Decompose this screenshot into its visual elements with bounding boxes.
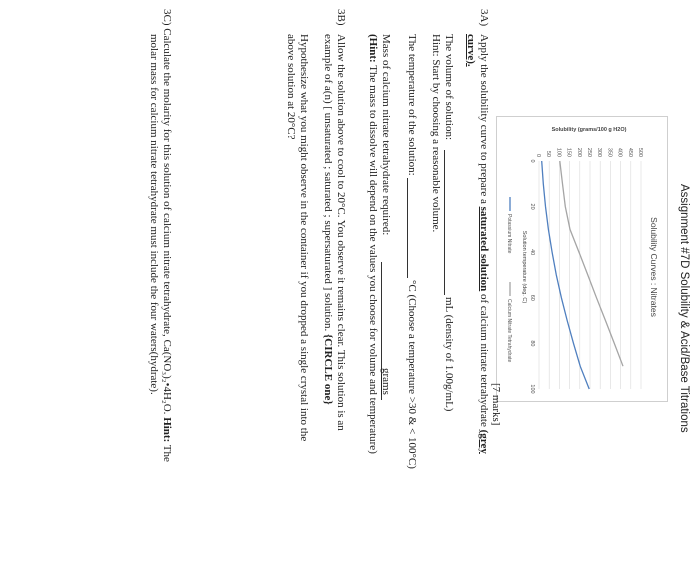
y-tick-label: 200	[575, 147, 582, 157]
hint-mass	[366, 34, 379, 454]
chart-series	[542, 161, 623, 389]
q3b-line1: Allow the solution above to cool to 20°C. You observe it remains clear. This solution is an	[335, 34, 347, 431]
y-tick-label: 400	[616, 147, 623, 157]
x-tick-label: 0	[529, 159, 535, 163]
y-tick-label: 450	[626, 147, 633, 157]
chart-legend	[506, 197, 512, 362]
chart-title: Solubility Curves : Nitrates	[649, 217, 659, 317]
x-tick-label: 20	[529, 203, 535, 210]
mass-label: Mass of calcium nitrate tetrahydrate required:	[380, 34, 392, 236]
x-axis-label: Solution temperature (deg. C)	[521, 230, 527, 304]
q3a-saturated: saturated solution	[478, 206, 490, 292]
x-tick-label: 80	[529, 340, 535, 347]
mass-unit: grams	[380, 368, 392, 395]
q3b-choices: example of a(n) [ unsaturated ; saturated ; supersaturated ] solution.	[322, 34, 334, 334]
q3c-line2: molar mass for calcium nitrate tetrahydrate must include the four waters(hydrate).	[148, 34, 160, 395]
q3b-line3: Hypothesize what you might observe in the container if you dropped a single crystal into the	[298, 34, 310, 442]
temperature-label: The temperature of the solution:	[406, 34, 418, 176]
volume-unit: mL (density of 1.00g/mL)	[443, 297, 455, 412]
series-line	[542, 161, 590, 389]
q3c-text-post: The	[161, 442, 173, 462]
y-tick-label: 300	[596, 147, 603, 157]
hint-rest: The mass to dissolve will depend on the values you choose for volume and temperature)	[367, 62, 379, 454]
x-tick-label: 60	[529, 294, 535, 301]
q3c-text: 3C) Calculate the molarity for this solution of calcium nitrate tetrahydrate, Ca(NO₃)₂•4H₂O.	[161, 9, 173, 418]
q3a-text: Apply the solubility curve to prepare a	[478, 34, 490, 207]
hint-volume: Hint: Start by choosing a reasonable volume.	[430, 34, 442, 233]
legend-label: Potassium Nitrate	[506, 214, 512, 254]
y-tick-label: 150	[565, 147, 572, 157]
q3b-line4: above solution at 20°C?	[285, 34, 297, 140]
solubility-chart	[496, 116, 668, 402]
series-line	[560, 161, 623, 366]
y-tick-labels	[535, 148, 643, 157]
y-tick-label: 0	[535, 153, 541, 157]
y-tick-label: 500	[637, 147, 643, 157]
chart-svg	[497, 117, 667, 401]
volume-blank[interactable]	[444, 150, 445, 295]
q3c-line1	[160, 9, 173, 462]
chart-gridlines	[539, 161, 641, 389]
x-tick-label: 100	[529, 384, 535, 394]
q3b-line2	[321, 34, 334, 405]
q3a-prompt-line2: curve).	[465, 34, 477, 67]
q3a-number: 3A)	[478, 9, 490, 27]
legend-label: Calcium Nitrate Tetrahydrate	[506, 299, 512, 363]
hint-bold: (Hint:	[367, 34, 379, 63]
q3a-marks: [7 marks]	[490, 383, 502, 426]
y-tick-label: 350	[606, 147, 613, 157]
temperature-unit: °C (Choose a temperature >30 & < 100°C)	[406, 280, 418, 469]
y-tick-label: 100	[555, 147, 562, 157]
x-tick-labels	[529, 159, 535, 393]
y-tick-label: 250	[586, 147, 592, 157]
q3b-number: 3B)	[335, 9, 347, 26]
volume-label: The volume of solution:	[443, 34, 455, 141]
q3a-grey: (grey	[478, 429, 490, 454]
y-axis-label: Solubility (grams/100 g H2O)	[551, 127, 627, 133]
y-tick-label: 50	[545, 150, 552, 157]
q3c-hint: Hint:	[161, 417, 173, 443]
x-tick-label: 40	[529, 249, 535, 256]
page-title: Assignment #7D Solubility & Acid/Base Titrations	[678, 184, 690, 433]
q3b-circle-one: {CIRCLE one}	[322, 333, 334, 405]
temperature-blank[interactable]	[407, 178, 408, 278]
q3a-text-post: of calcium nitrate tetrahydrate	[478, 291, 490, 430]
